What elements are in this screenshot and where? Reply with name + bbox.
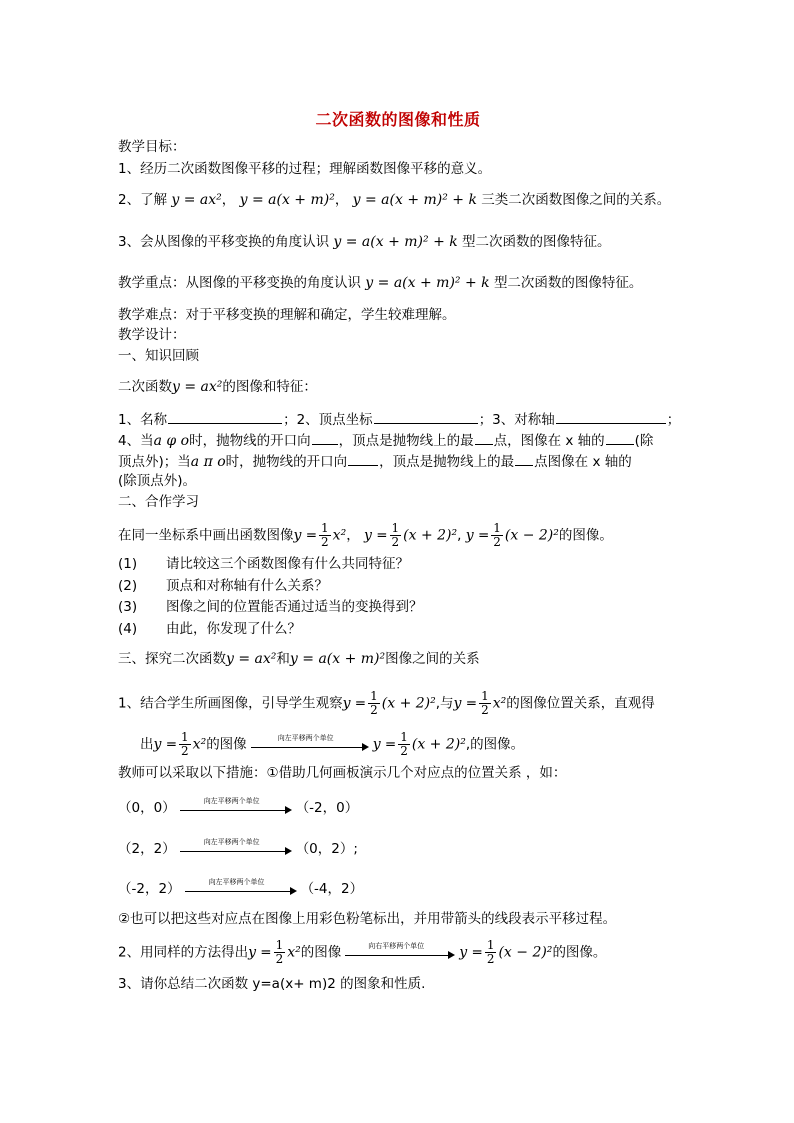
objective-2: 2、了解 y = ax²， y = a(x + m)²， y = a(x + m)² + k 三类二次函数图像之间的关系。 bbox=[118, 192, 671, 208]
document-title: 二次函数的图像和性质 bbox=[315, 110, 481, 129]
objective-3: 3、会从图像的平移变换的角度认识 y = a(x + m)² + k 型二次函数的图像特征。 bbox=[118, 234, 611, 250]
question-1: (1) 请比较这三个函数图像有什么共同特征？ bbox=[118, 556, 409, 572]
question-2: (2) 顶点和对称轴有什么关系？ bbox=[118, 578, 328, 594]
blank-name bbox=[168, 409, 282, 424]
formula-axm2: y = a(x + m)² bbox=[239, 192, 335, 208]
objectives-heading: 教学目标： bbox=[118, 139, 186, 155]
blank-open bbox=[312, 430, 338, 445]
formula-axm2k: y = a(x + m)² + k bbox=[352, 192, 477, 208]
section2-heading: 二、合作学习 bbox=[118, 494, 199, 510]
objective-1: 1、经历二次函数图像平移的过程；理解函数图像平移的意义。 bbox=[118, 161, 492, 177]
shift-left-arrow: 向左平移两个单位 bbox=[180, 800, 292, 816]
formula-ax2: y = ax² bbox=[171, 192, 222, 208]
section3-p3: 3、请你总结二次函数 y=a(x+ m)2 的图象和性质. bbox=[118, 976, 426, 992]
formula-axm2k: y = a(x + m)² + k bbox=[333, 234, 458, 250]
blank-open bbox=[348, 451, 378, 466]
key-point: 教学重点：从图像的平移变换的角度认识 y = a(x + m)² + k 型二次函数的图像特征。 bbox=[118, 275, 643, 291]
section3-p1-line1: 1、结合学生所画图像，引导学生观察y = $\frac{1}{2}$ (x + 2)²,与y = $\frac{1}{2}$ x²的图像位置关系，直观得 bbox=[118, 689, 655, 717]
formula-axm2k: y = a(x + m)² + k bbox=[365, 275, 490, 291]
draw-instruction: 在同一坐标系中画出函数图像y = $\frac{1}{2}$ x²， y = $\frac{1}{2}$ (x + 2)², y = $\frac{1}{2}$ (x − 2)²的图像。 bbox=[118, 521, 613, 549]
shift-left-arrow: 向左平移两个单位 bbox=[251, 737, 369, 753]
blank-vertex bbox=[374, 409, 478, 424]
formula-ax2: y = ax² bbox=[172, 379, 223, 395]
point-mapping-3: （-2，2） 向左平移两个单位 （-4，2） bbox=[118, 878, 364, 897]
blank-axis bbox=[556, 409, 666, 424]
section3-p2: 2、用同样的方法得出y = $\frac{1}{2}$ x²的图像 向右平移两个单位 y = $\frac{1}{2}$ (x − 2)²的图像。 bbox=[118, 938, 607, 966]
color-chalk-note: ②也可以把这些对应点在图像上用彩色粉笔标出，并用带箭头的线段表示平移过程。 bbox=[118, 911, 617, 927]
section3-heading: 三、探究二次函数y = ax²和y = a(x + m)²图像之间的关系 bbox=[118, 651, 480, 667]
recall-q4-line3: (除顶点外)。 bbox=[118, 473, 197, 489]
blank-extreme bbox=[515, 451, 533, 466]
shift-right-arrow: 向右平移两个单位 bbox=[345, 945, 455, 961]
shift-left-arrow: 向左平移两个单位 bbox=[185, 881, 297, 897]
point-mapping-2: （2，2） 向左平移两个单位 （0，2）; bbox=[118, 838, 358, 857]
section1-intro: 二次函数y = ax²的图像和特征： bbox=[118, 379, 317, 395]
blank-extreme bbox=[475, 430, 493, 445]
design-heading: 教学设计： bbox=[118, 327, 186, 343]
question-4: (4) 由此，你发现了什么？ bbox=[118, 621, 301, 637]
section1-heading: 一、知识回顾 bbox=[118, 348, 199, 364]
recall-q4-line1: 4、当a φ o时，抛物线的开口向 ，顶点是抛物线上的最 点，图像在 x 轴的 (除 bbox=[118, 430, 653, 450]
recall-q4-line2: 顶点外)；当a π o时，抛物线的开口向 ，顶点是抛物线上的最 点图像在 x 轴的 bbox=[118, 451, 632, 471]
recall-q1-3: 1、名称 ；2、顶点坐标 ；3、对称轴 ； bbox=[118, 409, 680, 429]
point-mapping-1: （0，0） 向左平移两个单位 （-2，0） bbox=[118, 797, 359, 816]
question-3: (3) 图像之间的位置能否通过适当的变换得到？ bbox=[118, 599, 423, 615]
difficulty: 教学难点：对于平移变换的理解和确定，学生较难理解。 bbox=[118, 307, 456, 323]
blank-side bbox=[606, 430, 634, 445]
teacher-measures: 教师可以采取以下措施：①借助几何画板演示几个对应点的位置关系 ，如： bbox=[118, 765, 567, 781]
shift-left-arrow: 向左平移两个单位 bbox=[180, 841, 292, 857]
section3-p1-line2: 出y = $\frac{1}{2}$ x²的图像 向左平移两个单位 y = $\frac{1}{2}$ (x + 2)²,的图像。 bbox=[140, 730, 525, 758]
